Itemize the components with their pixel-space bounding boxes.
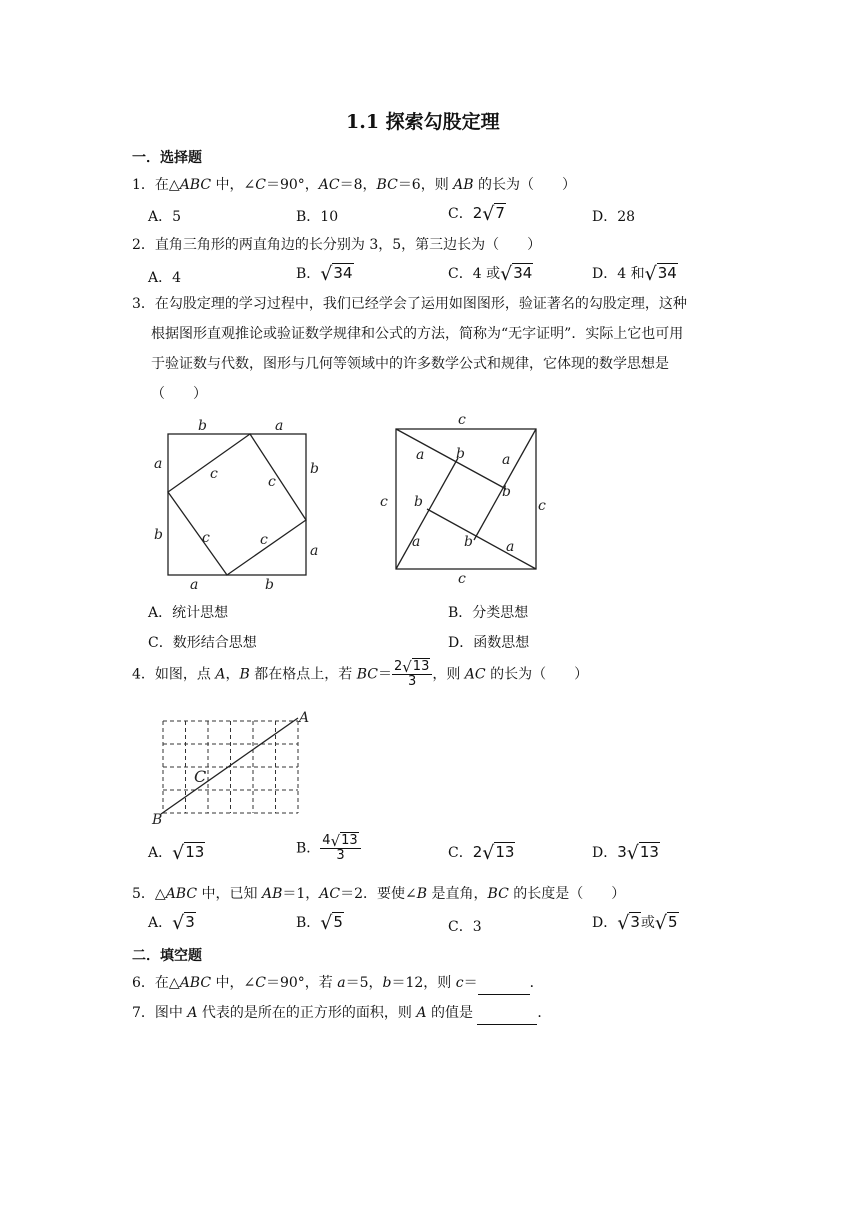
coef: 2 xyxy=(472,204,483,222)
q1-option-b[interactable]: B．10 xyxy=(296,209,339,225)
option-label: A． xyxy=(148,845,173,861)
question-7 xyxy=(132,1003,551,1025)
sqrt-expression: √34 xyxy=(644,263,677,285)
fig2-label-a-2: a xyxy=(502,452,511,468)
q5-option-a[interactable] xyxy=(148,912,196,934)
q3-option-c[interactable]: C．数形结合思想 xyxy=(148,635,257,651)
q5-var: AC xyxy=(319,886,341,902)
q4-var: A xyxy=(215,666,226,683)
radicand: 13 xyxy=(412,659,430,674)
q4-option-a[interactable] xyxy=(148,842,205,864)
radicand: 34 xyxy=(513,264,533,282)
question-3-line-4: （ ） xyxy=(151,386,207,402)
denominator: 3 xyxy=(336,848,345,863)
fig2-label-c-right: c xyxy=(538,498,546,514)
fig2-label-c-bottom: c xyxy=(458,571,466,586)
q5-text: ＝2．要使∠ xyxy=(340,886,417,902)
fig2-label-b-3: b xyxy=(414,494,423,510)
or-text: 或 xyxy=(640,915,655,931)
fig2-label-c-top: c xyxy=(458,412,466,428)
q5-var: AB xyxy=(261,886,283,902)
q5-option-d[interactable] xyxy=(592,912,679,934)
fig2-label-a-4: a xyxy=(506,539,515,555)
q7-var: A xyxy=(187,1005,198,1021)
q4b-fraction: $\frac{4√13}{3}$ xyxy=(320,834,360,863)
q6-text: 6．在△ xyxy=(132,975,180,991)
fig2-label-a-1: a xyxy=(416,447,425,463)
q5-var: BC xyxy=(487,886,509,902)
fig1-label-c-2: c xyxy=(268,474,276,490)
figure-outer-square-proof xyxy=(140,412,340,592)
fig1-label-b-right: b xyxy=(310,461,319,477)
q6-text: ＝5， xyxy=(345,975,383,991)
fig1-label-a-left: a xyxy=(154,456,163,472)
q7-text: ． xyxy=(537,1005,552,1021)
figure-grid xyxy=(148,708,320,826)
q6-text: ＝12，则 xyxy=(391,975,456,991)
sqrt-expression: √13 xyxy=(482,842,515,864)
sqrt-expression: √3 xyxy=(617,912,640,934)
sqrt-expression: √13 xyxy=(626,842,659,864)
sqrt-expression: √34 xyxy=(500,263,533,285)
q3-option-d[interactable]: D．函数思想 xyxy=(448,635,530,651)
question-2: 2．直角三角形的两直角边的长分别为 3，5，第三边长为（ ） xyxy=(132,237,542,253)
answer-blank[interactable] xyxy=(477,1003,537,1025)
grid-label-b: B xyxy=(152,812,163,826)
q6-text: ＝90°，若 xyxy=(265,975,338,991)
q5-option-b[interactable] xyxy=(296,912,344,934)
q5-text: 的长度是（ ） xyxy=(508,886,626,902)
coef: 2 xyxy=(472,843,483,861)
radicand: 7 xyxy=(495,204,505,222)
q1-var: C xyxy=(255,177,266,193)
coef: 2 xyxy=(393,659,403,674)
question-3-line-1: 3．在勾股定理的学习过程中，我们已经学会了运用如图图形，验证著名的勾股定理，这种 xyxy=(132,296,687,312)
q4-text: 都在格点上，若 xyxy=(249,666,357,683)
coef: 4 xyxy=(322,833,331,848)
fig1-label-a-bottom: a xyxy=(190,577,199,592)
q1-option-c[interactable] xyxy=(448,203,506,225)
question-4 xyxy=(132,660,588,689)
q5-text: 5．△ xyxy=(132,886,166,902)
q1-var: AC xyxy=(318,177,340,193)
q4-text: ， xyxy=(225,666,240,683)
q6-text: ＝ xyxy=(463,975,478,991)
answer-blank[interactable] xyxy=(478,973,530,995)
q5-var: B xyxy=(416,886,428,902)
fig2-label-a-3: a xyxy=(412,534,421,550)
q3-option-b[interactable]: B．分类思想 xyxy=(448,605,529,621)
q1-text: 中，∠ xyxy=(211,177,256,193)
q6-text: 中，∠ xyxy=(211,975,256,991)
radicand: 5 xyxy=(668,913,678,931)
option-label: B． xyxy=(296,915,321,931)
option-label: C． xyxy=(448,206,473,222)
sqrt-expression: √3 xyxy=(172,912,195,934)
figure-inner-square-proof xyxy=(372,406,552,586)
radicand: 13 xyxy=(495,843,515,861)
q4-text: 4．如图，点 xyxy=(132,666,216,683)
fig2-label-b-1: b xyxy=(456,446,465,462)
q6-var: a xyxy=(337,975,346,991)
coef: 3 xyxy=(617,843,627,861)
denominator: 3 xyxy=(408,674,417,689)
fig1-label-c-4: c xyxy=(260,532,268,548)
q1-text: ＝8， xyxy=(339,177,377,193)
sqrt-expression: √13 xyxy=(172,842,205,864)
q4-option-d[interactable] xyxy=(592,842,660,864)
q1-option-a[interactable]: A．5 xyxy=(148,209,182,225)
q6-var: b xyxy=(382,975,392,991)
q3-option-a[interactable]: A．统计思想 xyxy=(148,605,229,621)
q6-var: ABC xyxy=(179,975,212,991)
fig1-label-b-left: b xyxy=(154,527,163,543)
q5-option-c[interactable]: C．3 xyxy=(448,919,482,935)
fig1-label-c-1: c xyxy=(210,466,218,482)
radicand: 3 xyxy=(630,913,640,931)
q2-option-c[interactable] xyxy=(448,263,533,285)
q4-text: 的长为（ ） xyxy=(485,666,589,683)
radicand: 34 xyxy=(657,264,677,282)
option-label: B． xyxy=(296,266,321,282)
q1-text: ＝90°， xyxy=(265,177,319,193)
q2-option-b[interactable] xyxy=(296,263,354,285)
q4-fraction: $\frac{2√13}{3}$ xyxy=(392,660,432,689)
q4-var: AC xyxy=(464,666,486,683)
option-label: D． xyxy=(592,915,618,931)
option-label: D．4 和 xyxy=(592,266,645,282)
question-3-line-2: 根据图形直观推论或验证数学规律和公式的方法，简称为“无字证明”．实际上它也可用 xyxy=(151,326,684,342)
q1-text: 的长为（ ） xyxy=(473,177,577,193)
radicand: 13 xyxy=(341,833,358,848)
option-label: C． xyxy=(448,845,473,861)
q7-text: 的值是 xyxy=(426,1005,478,1021)
fig2-label-b-4: b xyxy=(464,534,473,550)
q6-text: ． xyxy=(529,975,544,991)
radicand: 13 xyxy=(639,843,659,861)
sqrt-expression: √5 xyxy=(320,912,343,934)
sqrt-expression: √5 xyxy=(654,912,678,934)
fig2-label-b-2: b xyxy=(502,484,511,500)
q2-option-a[interactable]: A．4 xyxy=(148,270,182,286)
radicand: 34 xyxy=(333,264,353,282)
fig2-label-c-left: c xyxy=(380,494,388,510)
q4-text: ＝ xyxy=(377,666,392,683)
page-title: 1.1 探索勾股定理 xyxy=(346,111,500,133)
fig1-label-a-top: a xyxy=(275,418,284,434)
q4-var: B xyxy=(239,666,250,683)
fig1-label-a-right: a xyxy=(310,543,319,559)
q2-option-d[interactable] xyxy=(592,263,678,285)
option-label: D． xyxy=(592,845,618,861)
q1-text: ＝6，则 xyxy=(397,177,454,193)
fig1-label-b-bottom: b xyxy=(265,577,274,592)
q6-var: C xyxy=(255,975,266,991)
question-5 xyxy=(132,884,625,905)
fig1-label-b-top: b xyxy=(198,418,207,434)
q5-text: 中，已知 xyxy=(197,886,262,902)
q5-var: ABC xyxy=(165,886,198,902)
q4-var: BC xyxy=(356,666,378,683)
q6-var: c xyxy=(455,975,464,991)
question-1 xyxy=(132,175,576,196)
section-fill-heading: 二．填空题 xyxy=(132,948,202,964)
q7-text: 7．图中 xyxy=(132,1005,188,1021)
option-label: C．4 或 xyxy=(448,266,501,282)
radicand: 5 xyxy=(333,913,343,931)
option-label: B． xyxy=(296,840,321,857)
q5-text: ＝1， xyxy=(282,886,320,902)
q1-var: AB xyxy=(453,177,474,193)
sqrt-expression: √34 xyxy=(320,263,353,285)
q4-option-b[interactable] xyxy=(296,834,361,863)
q5-text: 是直角， xyxy=(427,886,488,902)
q7-text: 代表的是所在的正方形的面积，则 xyxy=(197,1005,417,1021)
q1-text: 1．在△ xyxy=(132,177,180,193)
radicand: 3 xyxy=(185,913,195,931)
option-label: A． xyxy=(148,915,173,931)
grid-label-c: C xyxy=(194,767,207,786)
section-choice-heading: 一．选择题 xyxy=(132,150,202,166)
q4-text: ，则 xyxy=(432,666,465,683)
sqrt-expression: √7 xyxy=(482,203,505,225)
q7-var: A xyxy=(416,1005,427,1021)
question-6 xyxy=(132,973,544,995)
fig1-label-c-3: c xyxy=(202,530,210,546)
question-3-line-3: 于验证数与代数，图形与几何等领域中的许多数学公式和规律，它体现的数学思想是 xyxy=(151,356,669,372)
radicand: 13 xyxy=(185,843,205,861)
q1-var: ABC xyxy=(179,177,212,193)
grid-label-a: A xyxy=(299,710,310,726)
q1-option-d[interactable]: D．28 xyxy=(592,209,636,225)
q4-option-c[interactable] xyxy=(448,842,515,864)
q1-var: BC xyxy=(376,177,398,193)
